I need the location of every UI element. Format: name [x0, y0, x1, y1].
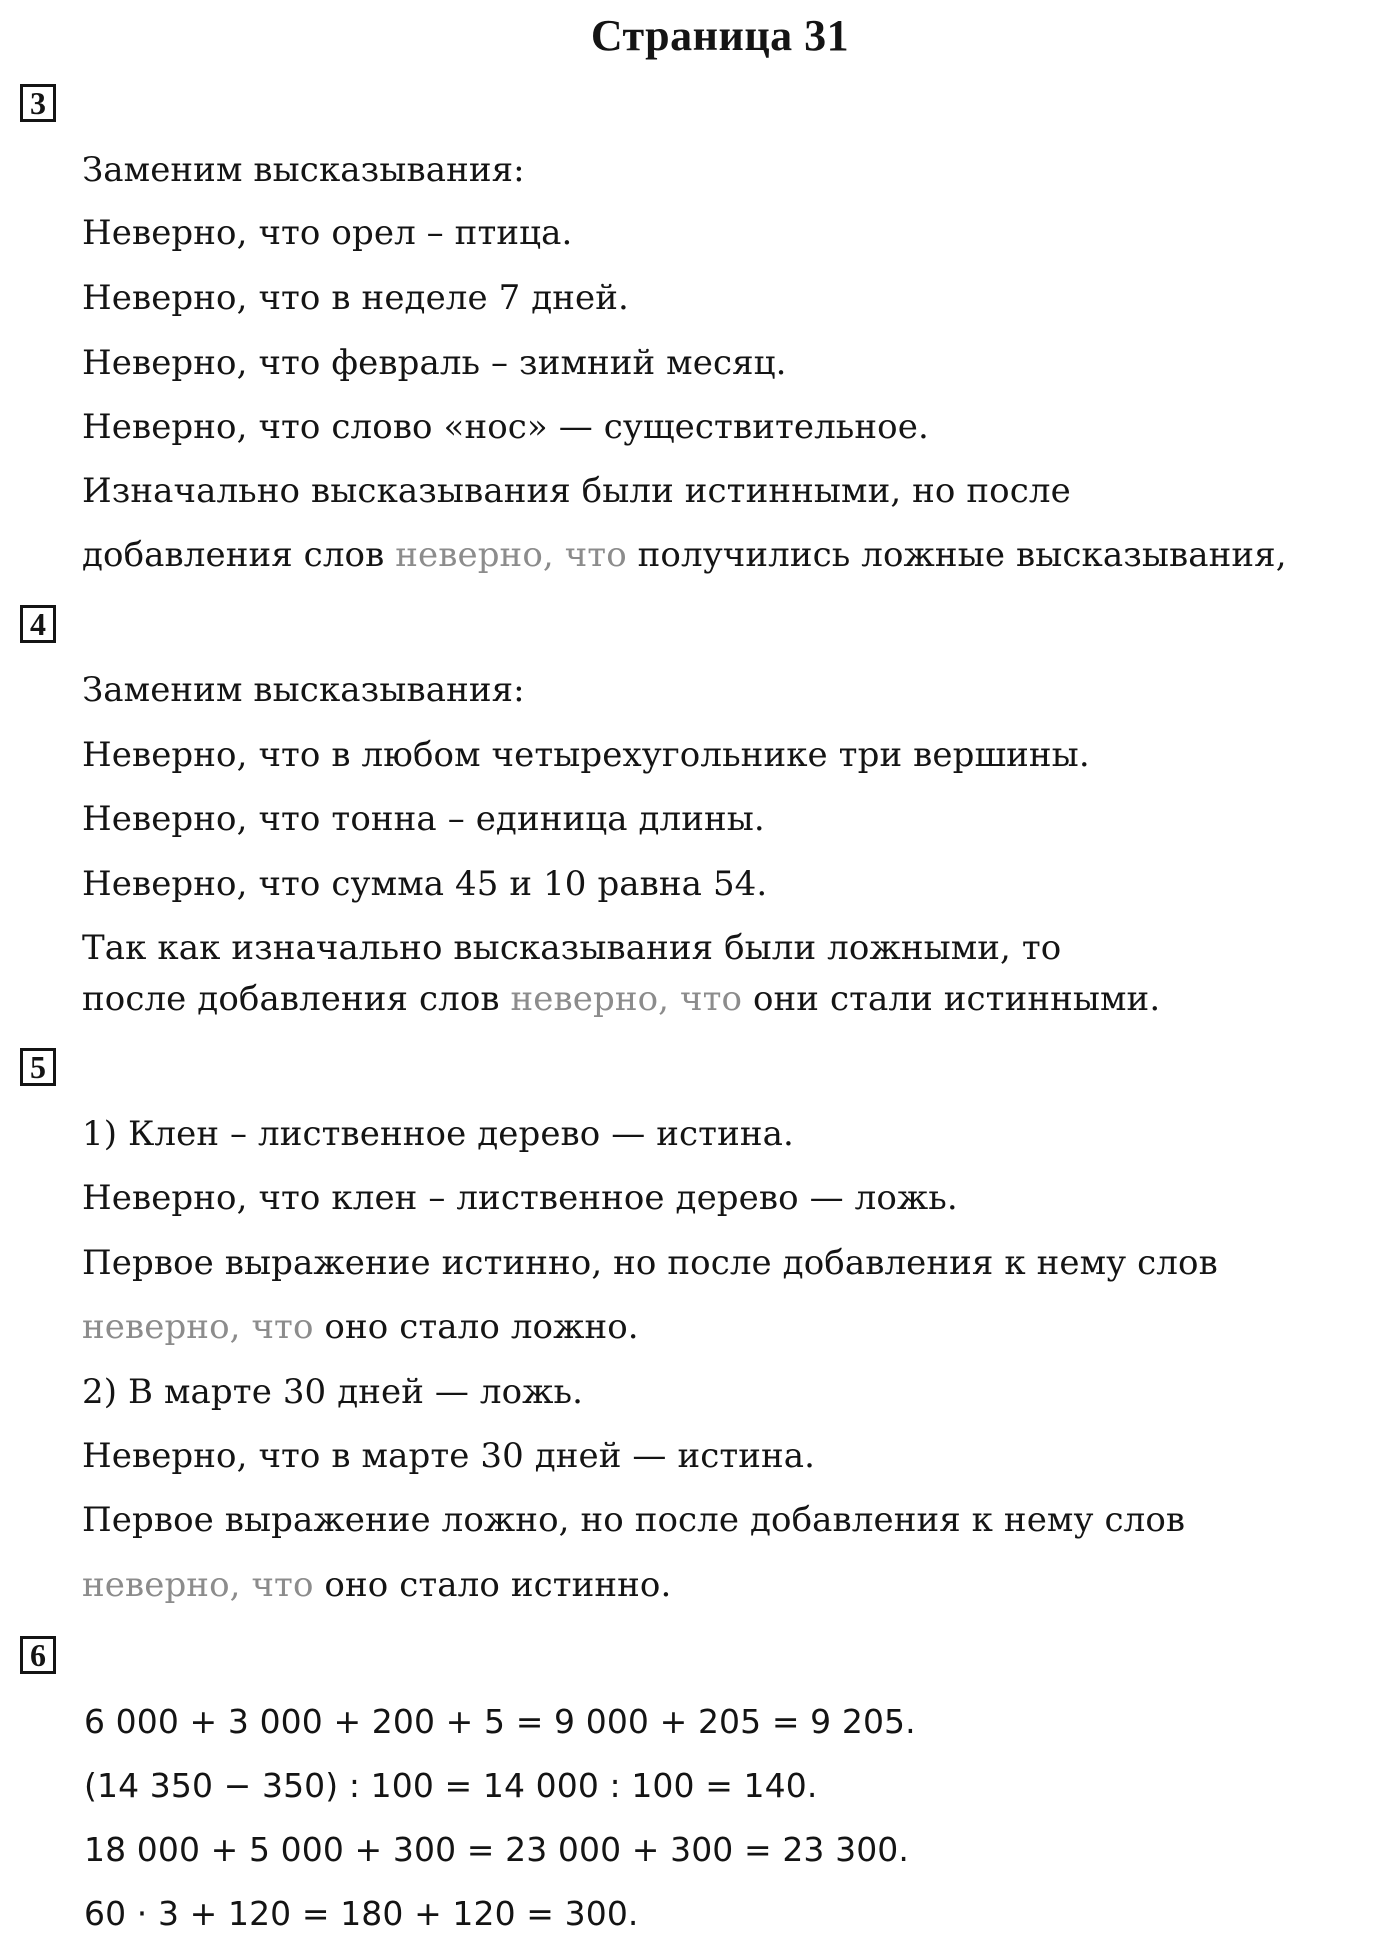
- task6-line-1: 6 000 + 3 000 + 200 + 5 = 9 000 + 205 = 9 205.: [84, 1702, 916, 1741]
- task3-line-5: Неверно, что слово «нос» — существительное.: [82, 407, 929, 447]
- task4-line-4: Неверно, что сумма 45 и 10 равна 54.: [82, 864, 768, 904]
- task3-line-3: Неверно, что в неделе 7 дней.: [82, 278, 629, 318]
- task5-line-5: 2) В марте 30 дней — ложь.: [82, 1372, 584, 1412]
- task5-line-8: [82, 1562, 671, 1608]
- task4-line-5: Так как изначально высказывания были ложными, то: [82, 928, 1062, 968]
- task4-line-3: Неверно, что тонна – единица длины.: [82, 799, 765, 839]
- task5-line-4: [82, 1304, 639, 1350]
- task5-line-6: Неверно, что в марте 30 дней — истина.: [82, 1436, 816, 1476]
- task-number-4: 4: [20, 605, 56, 643]
- task5-line-4-highlight: неверно, что: [82, 1307, 314, 1347]
- task5-line-1: 1) Клен – лиственное дерево — истина.: [82, 1114, 794, 1154]
- task3-line-6: Изначально высказывания были истинными, но после: [82, 471, 1071, 511]
- task6-line-3: 18 000 + 5 000 + 300 = 23 000 + 300 = 23 300.: [84, 1830, 909, 1869]
- task4-line-6-prefix: после добавления слов: [82, 979, 511, 1019]
- task4-line-1: Заменим высказывания:: [82, 670, 525, 710]
- task5-line-2: Неверно, что клен – лиственное дерево — ложь.: [82, 1178, 958, 1218]
- task3-line-4: Неверно, что февраль – зимний месяц.: [82, 343, 787, 383]
- task5-line-8-suffix: оно стало истинно.: [313, 1565, 672, 1605]
- task4-line-6: [82, 976, 1160, 1022]
- task6-line-4: 60 · 3 + 120 = 180 + 120 = 300.: [84, 1894, 639, 1933]
- task-number-6: 6: [20, 1636, 56, 1674]
- task3-line-7-highlight: неверно, что: [395, 535, 627, 575]
- task3-line-7-prefix: добавления слов: [82, 535, 396, 575]
- task3-line-7-suffix: получились ложные высказывания,: [626, 535, 1287, 575]
- task5-line-3: Первое выражение истинно, но после добавления к нему слов: [82, 1243, 1218, 1283]
- task3-line-2: Неверно, что орел – птица.: [82, 213, 573, 253]
- task5-line-8-highlight: неверно, что: [82, 1565, 314, 1605]
- task5-line-7: Первое выражение ложно, но после добавления к нему слов: [82, 1500, 1186, 1540]
- task-number-3: 3: [20, 84, 56, 122]
- task5-line-4-suffix: оно стало ложно.: [313, 1307, 639, 1347]
- task4-line-6-suffix: они стали истинными.: [742, 979, 1161, 1019]
- task4-line-6-highlight: неверно, что: [510, 979, 743, 1019]
- task-number-5: 5: [20, 1048, 56, 1086]
- page-title: Страница 31: [590, 11, 850, 60]
- task3-line-7: [82, 532, 1287, 578]
- task3-line-1: Заменим высказывания:: [82, 150, 525, 190]
- task6-line-2: (14 350 − 350) : 100 = 14 000 : 100 = 140.: [84, 1766, 818, 1805]
- task4-line-2: Неверно, что в любом четырехугольнике три вершины.: [82, 735, 1090, 775]
